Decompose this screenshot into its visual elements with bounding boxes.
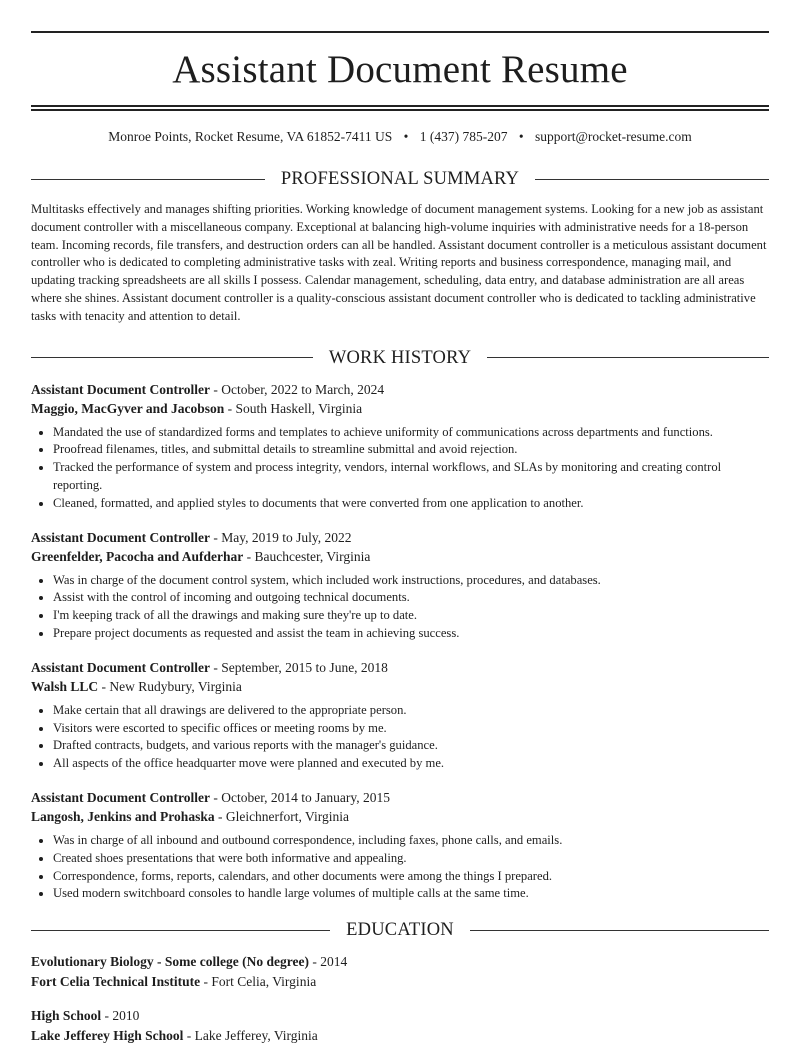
double-rule: [31, 105, 769, 111]
section-divider: [31, 357, 313, 358]
duty-item: • Created shoes presentations that were both informative and appealing.: [53, 850, 769, 868]
education-year: - 2014: [308, 954, 348, 970]
job-title-line: [31, 788, 769, 808]
job-dates: - October, 2022 to March, 2024: [210, 381, 385, 397]
job-company: Walsh LLC: [31, 679, 99, 695]
duty-item: • Mandated the use of standardized forms and templates to achieve uniformity of communications across departments and functions.: [53, 424, 769, 442]
job-company: Maggio, MacGyver and Jacobson: [31, 401, 225, 417]
duty-item: • Make certain that all drawings are delivered to the appropriate person.: [53, 702, 769, 720]
section-divider: [31, 179, 265, 180]
section-divider: [31, 930, 330, 931]
duty-item: • Cleaned, formatted, and applied styles to documents that were converted from one application to another.: [53, 495, 769, 513]
job-entry: [31, 528, 769, 643]
duty-item: • Correspondence, forms, reports, calendars, and other documents were among the things I prepared.: [53, 868, 769, 886]
education-location: - Fort Celia, Virginia: [200, 973, 317, 989]
resume-title: Assistant Document Resume: [172, 48, 628, 91]
job-company: Langosh, Jenkins and Prohaska: [31, 809, 215, 825]
education-school: Fort Celia Technical Institute: [31, 973, 201, 989]
education-school-line: [31, 1026, 769, 1045]
contact-line: [31, 127, 769, 147]
job-company-line: [31, 547, 769, 567]
duty-item: • Was in charge of the document control system, which included work instructions, procedures, and databases.: [53, 572, 769, 590]
duty-item: • Tracked the performance of system and process integrity, vendors, internal workflows, and SLAs by monitoring and creating control reporting.: [53, 459, 769, 495]
job-duties: [31, 572, 769, 643]
section-divider: [487, 357, 769, 358]
section-heading-work: [31, 346, 769, 370]
job-company-line: [31, 677, 769, 697]
duty-item: • Drafted contracts, budgets, and various reports with the manager's guidance.: [53, 737, 769, 755]
job-title-line: [31, 528, 769, 548]
duty-item: • Assist with the control of incoming and outgoing technical documents.: [53, 589, 769, 607]
job-title: Assistant Document Controller: [31, 789, 210, 805]
job-location: - Bauchcester, Virginia: [243, 549, 371, 565]
section-title-work: WORK HISTORY: [328, 347, 472, 368]
job-location: - New Rudybury, Virginia: [98, 679, 242, 695]
section-divider: [535, 179, 769, 180]
job-title: Assistant Document Controller: [31, 659, 210, 675]
education-entry: [31, 1006, 769, 1045]
job-dates: - May, 2019 to July, 2022: [210, 529, 352, 545]
education-degree: High School: [31, 1008, 102, 1024]
top-rule: [31, 31, 769, 33]
section-title-summary: PROFESSIONAL SUMMARY: [280, 169, 520, 189]
duty-item: • Proofread filenames, titles, and submittal details to streamline submittal and avoid rejection.: [53, 441, 769, 459]
job-company-line: [31, 399, 769, 419]
job-title: Assistant Document Controller: [31, 381, 210, 397]
duty-item: • Was in charge of all inbound and outbound correspondence, including faxes, phone calls, and emails.: [53, 832, 769, 850]
education-degree-line: [31, 1006, 769, 1026]
contact-separator: •: [518, 129, 524, 144]
contact-address: Monroe Points, Rocket Resume, VA 61852-7411 US: [108, 129, 393, 144]
education-school-line: [31, 972, 769, 992]
job-dates: - October, 2014 to January, 2015: [210, 789, 391, 805]
section-heading-summary: [31, 167, 769, 191]
education-location: - Lake Jefferey, Virginia: [183, 1027, 318, 1043]
job-duties: [31, 702, 769, 773]
duty-item: • Prepare project documents as requested and assist the team in achieving success.: [53, 625, 769, 643]
job-title: Assistant Document Controller: [31, 529, 210, 545]
job-dates: - September, 2015 to June, 2018: [210, 659, 388, 675]
contact-phone: 1 (437) 785-207: [419, 129, 508, 144]
job-company: Greenfelder, Pacocha and Aufderhar: [31, 549, 244, 565]
job-entry: [31, 788, 769, 903]
job-duties: [31, 832, 769, 903]
education-entry: [31, 952, 769, 991]
job-title-line: [31, 658, 769, 678]
duty-item: • Used modern switchboard consoles to handle large volumes of multiple calls at the same time.: [53, 885, 769, 903]
section-heading-education: [31, 918, 769, 942]
resume-page: [31, 0, 769, 1045]
duty-item: • I'm keeping track of all the drawings and making sure they're up to date.: [53, 607, 769, 625]
summary-text: Multitasks effectively and manages shifting priorities. Working knowledge of document management systems. Looking for a new job as assistant document controller with a miscellaneous company. Exceptional at balancing high-volume inquiries with administrative needs for a 18-person team. Incoming records, file transfers, and destruction orders can all be handled. Assistant document controller is a meticulous assistant document controller who is dedicated to completing administrative tasks with zeal. Writing reports and business correspondence, managing mail, and updating tracking spreadsheets are all skills I possess. Calendar management, scheduling, data entry, and database administration are all areas where she shines. Assistant document controller is a quality-conscious assistant document controller who is dedicated to tackling administrative tasks with tenacity and attention to detail.: [31, 202, 767, 323]
contact-separator: •: [403, 129, 409, 144]
education-year: - 2010: [101, 1008, 140, 1024]
job-title-line: [31, 380, 769, 400]
job-entry: [31, 658, 769, 773]
job-location: - South Haskell, Virginia: [224, 401, 363, 417]
education-degree: Evolutionary Biology - Some college (No degree): [31, 954, 309, 970]
duty-item: • All aspects of the office headquarter move were planned and executed by me.: [53, 755, 769, 773]
education-degree-line: [31, 952, 769, 972]
job-entry: [31, 380, 769, 513]
section-divider: [470, 930, 769, 931]
contact-email: support@rocket-resume.com: [534, 129, 692, 144]
job-company-line: [31, 807, 769, 827]
education-school: Lake Jefferey High School: [31, 1027, 184, 1043]
job-location: - Gleichnerfort, Virginia: [214, 809, 349, 825]
duty-item: • Visitors were escorted to specific offices or meeting rooms by me.: [53, 720, 769, 738]
job-duties: [31, 424, 769, 513]
section-title-education: EDUCATION: [346, 920, 454, 941]
